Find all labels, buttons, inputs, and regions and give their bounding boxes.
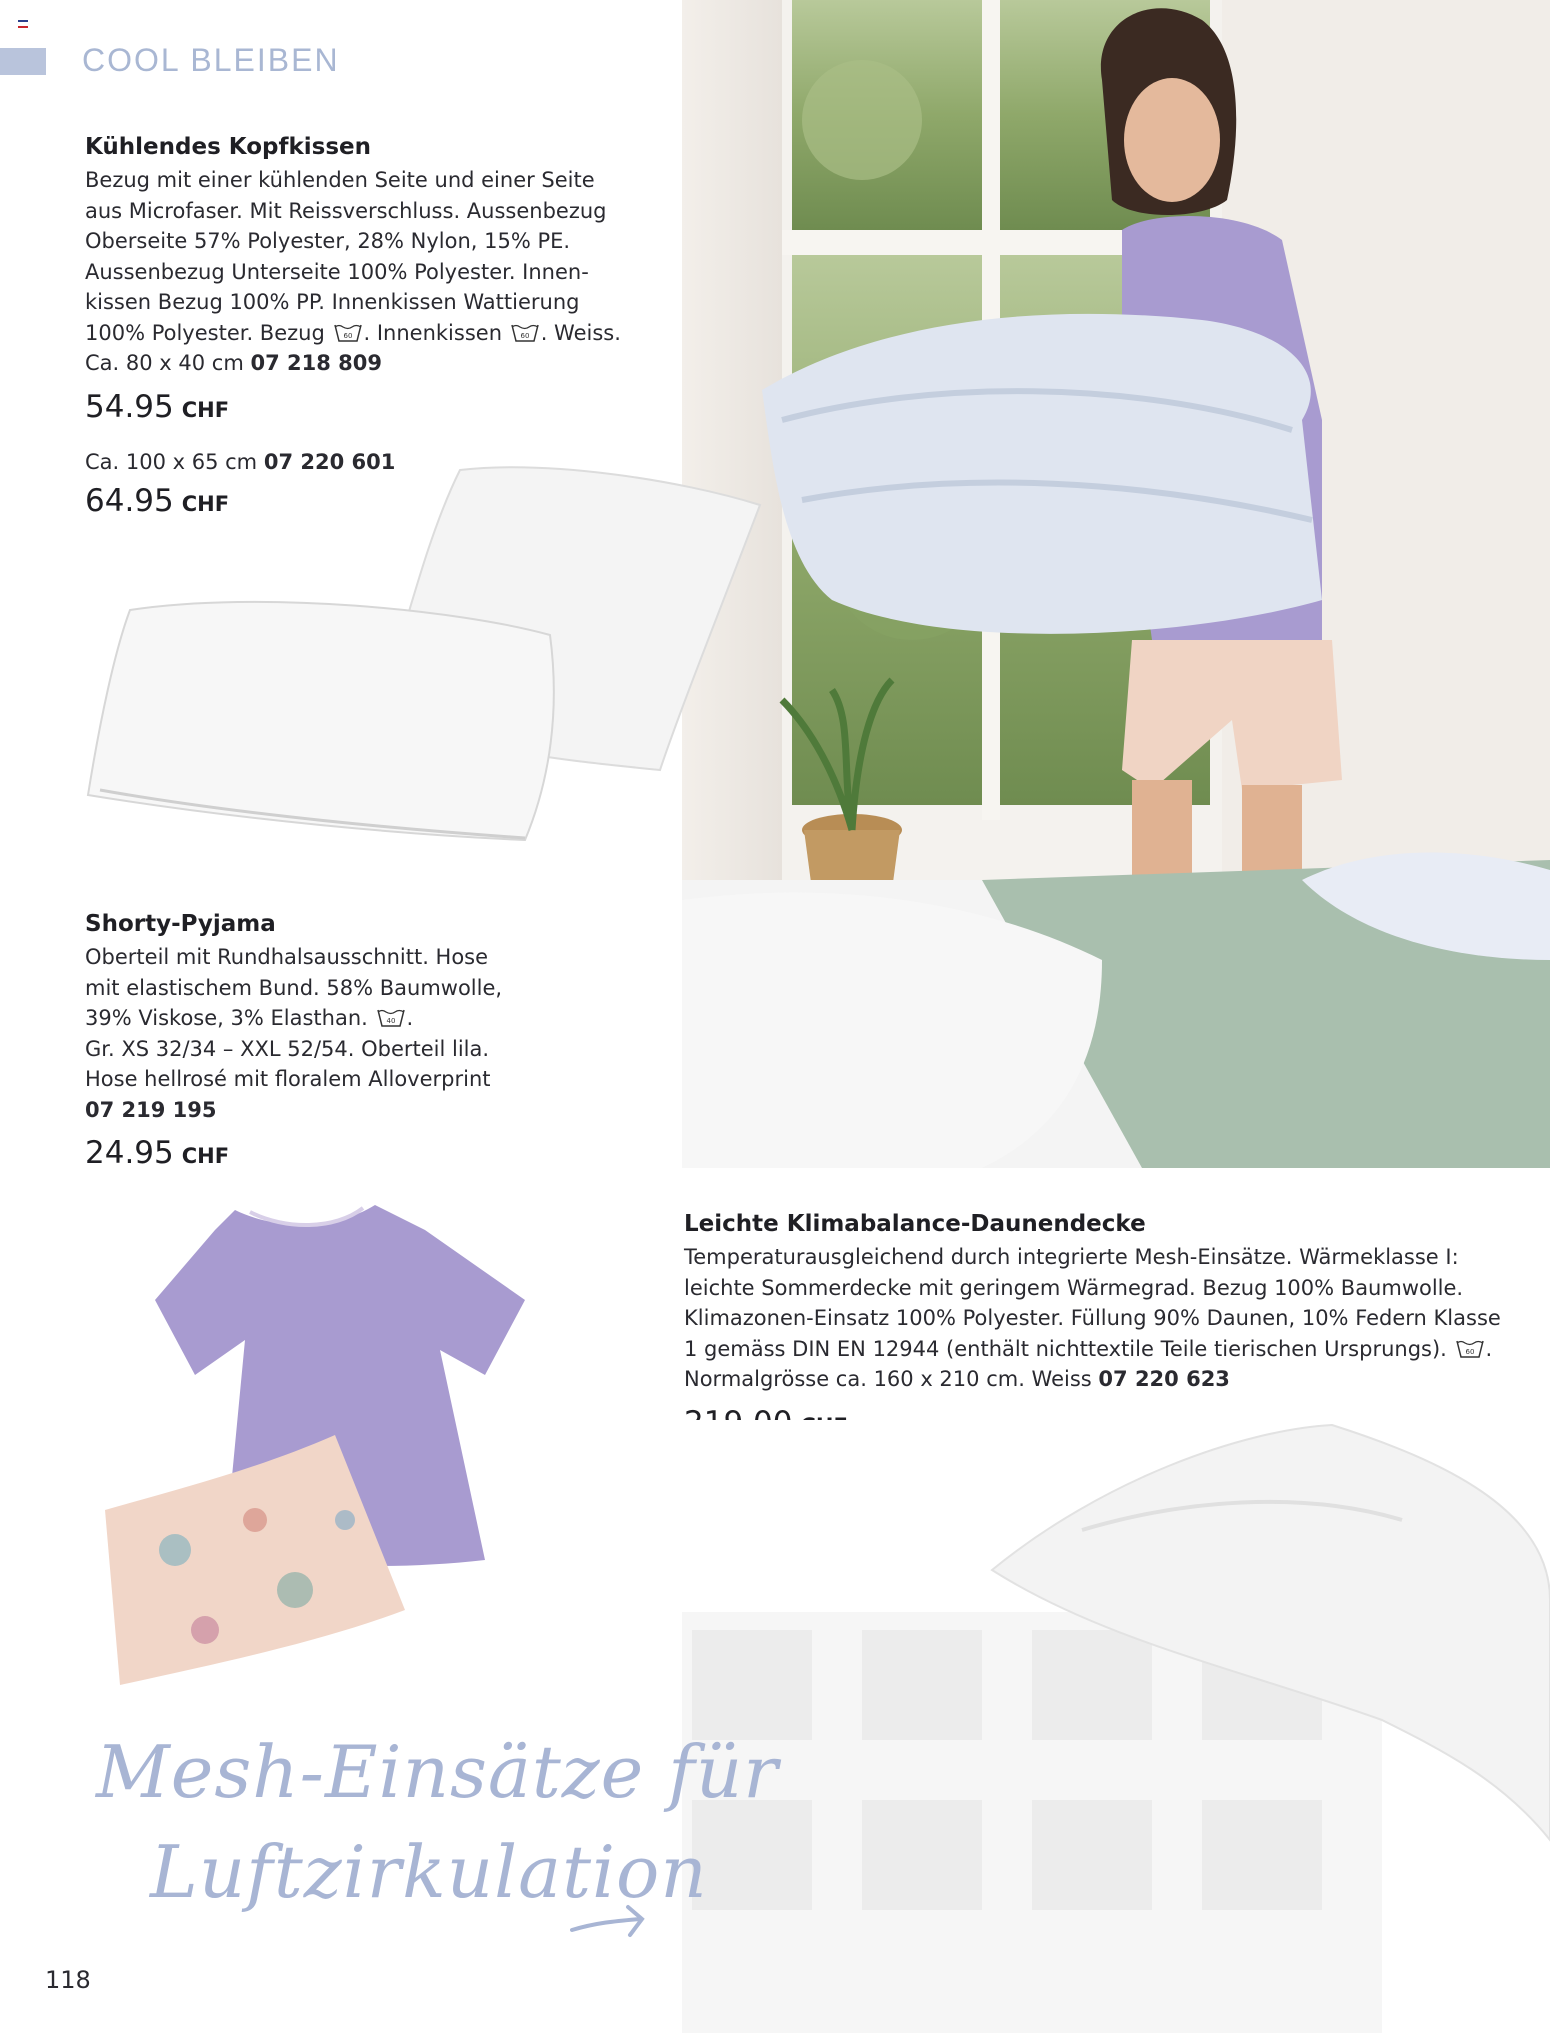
page-number: 118: [45, 1966, 91, 1994]
article-number: 07 218 809: [250, 351, 383, 375]
price-row: [85, 389, 645, 425]
product-description: [85, 165, 645, 379]
desc-line: kissen Bezug 100% PP. Innenkissen Wattierung: [85, 290, 580, 314]
wash-40-icon: [377, 1008, 405, 1028]
price: 64.95: [85, 483, 174, 519]
svg-text:40: 40: [386, 1017, 395, 1025]
product-description: [684, 1242, 1524, 1395]
svg-text:60: 60: [343, 331, 352, 340]
desc-line: Oberteil mit Rundhalsausschnitt. Hose: [85, 945, 489, 969]
desc-line: Normalgrösse ca. 160 x 210 cm. Weiss: [684, 1367, 1092, 1391]
product-pyjama: [85, 908, 625, 1171]
duvet-image: [682, 1420, 1550, 2033]
section-marker: [0, 48, 46, 75]
product-title: Leichte Klimabalance-Daunendecke: [684, 1211, 1146, 1237]
article-number: 07 220 623: [1098, 1367, 1230, 1391]
desc-line: aus Microfaser. Mit Reissverschluss. Aussenbezug: [85, 198, 607, 223]
desc-line: .: [406, 1006, 414, 1030]
pillows-image: [80, 450, 780, 850]
size-text: Ca. 80 x 40 cm: [85, 351, 244, 375]
price: 24.95: [85, 1135, 174, 1171]
desc-line: . Innenkissen: [363, 320, 502, 345]
svg-text:60: 60: [1465, 1347, 1474, 1356]
flag-icon: [18, 20, 28, 27]
price: 54.95: [85, 388, 174, 425]
desc-line: Bezug mit einer kühlenden Seite und einer Seite: [85, 168, 595, 192]
product-title: Shorty-Pyjama: [85, 911, 276, 937]
currency: CHF: [181, 1144, 230, 1168]
price-row: [85, 1135, 625, 1171]
desc-line: Aussenbezug Unterseite 100% Polyester. Innen-: [85, 259, 589, 284]
currency: CHF: [181, 492, 230, 516]
script-headline-line2: Luftzirkulation: [150, 1830, 708, 1914]
desc-line: Klimazonen-Einsatz 100% Polyester. Füllung 90% Daunen, 10% Federn Klasse: [684, 1306, 1501, 1330]
desc-line: 1 gemäss DIN EN 12944 (enthält nichttextile Teile tierischen Ursprungs).: [684, 1336, 1447, 1361]
arrow-icon: [570, 1895, 650, 1945]
wash-60-icon: [334, 323, 362, 343]
product-description: [85, 942, 625, 1125]
desc-line: 100% Polyester. Bezug: [85, 320, 325, 345]
desc-line: Gr. XS 32/34 – XXL 52/54. Oberteil lila.: [85, 1036, 490, 1061]
lifestyle-photo: [682, 0, 1550, 1168]
desc-line: .: [1485, 1336, 1493, 1361]
wash-60-icon: [511, 323, 539, 343]
article-number: 07 219 195: [85, 1097, 217, 1122]
section-title: COOL BLEIBEN: [82, 42, 340, 78]
desc-line: mit elastischem Bund. 58% Baumwolle,: [85, 975, 503, 1000]
desc-line: . Weiss.: [540, 320, 621, 345]
size-text: Ca. 100 x 65 cm: [85, 449, 258, 474]
desc-line: leichte Sommerdecke mit geringem Wärmegrad. Bezug 100% Baumwolle.: [684, 1275, 1464, 1300]
script-headline-line1: Mesh-Einsätze für: [96, 1730, 779, 1814]
desc-line: Hose hellrosé mit floralem Alloverprint: [85, 1067, 491, 1091]
pyjama-image: [95, 1190, 535, 1700]
article-number: 07 220 601: [263, 449, 396, 474]
desc-line: Temperaturausgleichend durch integrierte Mesh-Einsätze. Wärmeklasse I:: [684, 1245, 1459, 1269]
product-title: Kühlendes Kopfkissen: [85, 134, 372, 160]
currency: CHF: [181, 397, 230, 422]
desc-line: Oberseite 57% Polyester, 28% Nylon, 15% PE.: [85, 229, 571, 253]
product-duvet: [684, 1208, 1524, 1441]
svg-text:60: 60: [520, 331, 530, 340]
wash-60-icon: [1456, 1339, 1484, 1359]
desc-line: 39% Viskose, 3% Elasthan.: [85, 1006, 368, 1030]
